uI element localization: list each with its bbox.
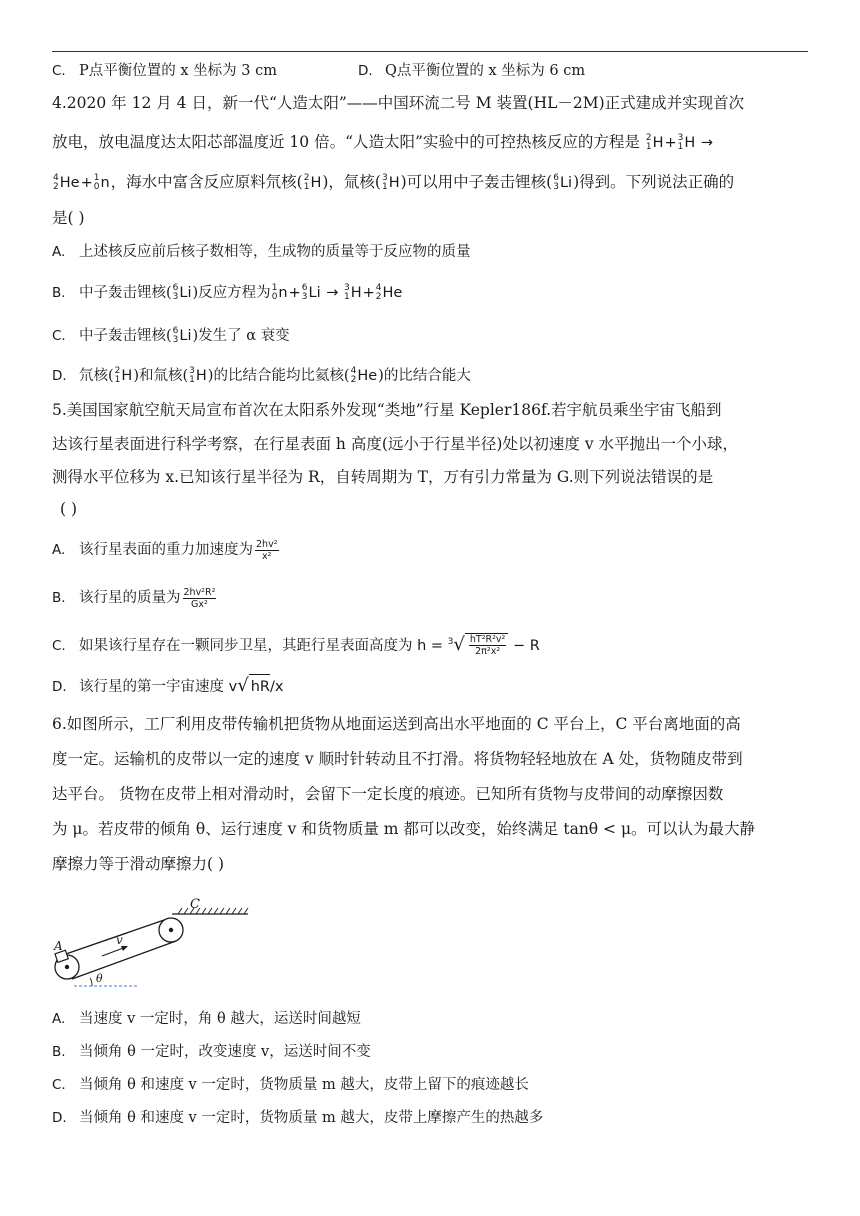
q5-stem-line-3: 测得水平位移为 x.已知该行星半径为 R，自转周期为 T，万有引力常量为 G.则下列说法错误的是 [52,468,714,486]
option-text: 如果该行星存在一颗同步卫星，其距行星表面高度为 [79,637,413,654]
platform-hatching [178,908,248,914]
option-label: C. [52,328,66,344]
nuclide-deuterium: 2 1 H [114,366,133,385]
option-text: 中子轰击锂核( [79,328,172,344]
option-label: A. [52,1011,66,1027]
q4-stem-line-1: 4.2020 年 12 月 4 日，新一代“人造太阳”——中国环流二号 M 装置(HL－2M)正式建成并实现首次 [52,94,745,112]
q5-option-d [52,674,812,699]
option-label: D. [358,63,373,79]
q6-stem-line-5: 摩擦力等于滑动摩擦力( ) [52,855,225,873]
option-text: 该行星的第一宇宙速度 [79,679,224,695]
label-a: A [54,939,63,953]
option-text: 当倾角 θ 一定时，改变速度 v，运送时间不变 [79,1044,371,1060]
label-c: C [190,897,200,912]
nuclide-tritium: 3 1 H [677,133,696,152]
orbit-height-formula: h = $^3$√ $\frac{\text{hT²R²v²}}{\text{2π²x²}}$ − R [417,633,540,658]
nuclide-lithium: 6 3 Li [172,326,192,345]
q6-option-a [52,1007,812,1031]
q4-option-c: C. 中子轰击锂核( 6 3 Li )发生了 α 衰变 [52,324,812,348]
q4-option-b: B. 中子轰击锂核( 6 3 Li )反应方程为 1 0 n + 6 3 Li → 3 1 H + 4 2 He [52,281,812,305]
fusion-equation: 2 1 H + 3 1 H → [645,135,713,151]
nuclide-helium: 4 2 He [53,173,80,192]
q6-stem-line-4: 为 μ。若皮带的倾角 θ、运行速度 v 和货物质量 m 都可以改变，始终满足 tanθ < μ。可以认为最大静 [52,820,756,838]
q5-stem-line-1: 5.美国国家航空航天局宣布首次在太阳系外发现“类地”行星 Kepler186f.若宇航员乘坐宇宙飞船到 [52,401,722,419]
option-label: B. [52,1044,66,1060]
q6-option-c [52,1073,812,1097]
q6-stem-line-1: 6.如图所示，工厂利用皮带传输机把货物从地面运送到高出水平地面的 C 平台上，C 平台离地面的高 [52,715,741,733]
top-rule [52,51,808,52]
option-text: 上述核反应前后核子数相等，生成物的质量等于反应物的质量 [79,244,471,260]
q6-stem-line-3: 达平台。 货物在皮带上相对滑动时，会留下一定长度的痕迹。已知所有货物与皮带间的动摩擦因数 [52,785,724,803]
q3-option-row [52,59,812,83]
q6-option-b [52,1040,812,1064]
fusion-equation-products: 4 2 He + 1 0 n [52,175,111,191]
option-text: 当速度 v 一定时，角 θ 越大，运送时间越短 [79,1011,361,1027]
q5-option-c [52,630,812,658]
nuclide-lithium: 6 3 Li [172,283,192,302]
first-cosmic-velocity-formula: v√ hR/x [229,679,284,695]
option-text: 中子轰击锂核( [79,285,172,301]
q6-option-d [52,1106,812,1130]
q5-option-a [52,538,812,562]
option-text: 该行星的质量为 [79,590,181,606]
q4-option-d: D. 氘核( 2 1 H )和氚核( 3 1 H )的比结合能均比氦核( 4 2 He )的比结合能大 [52,364,812,388]
lithium-reaction-equation: 1 0 n + 6 3 Li → 3 1 H + 4 2 He [271,283,403,302]
q5-stem-line-2: 达该行星表面进行科学考察，在行星表面 h 高度(远小于行星半径)处以初速度 v 水平抛出一个小球， [52,435,739,453]
q6-stem-line-2: 度一定。运输机的皮带以一定的速度 v 顺时针转动且不打滑。将货物轻轻地放在 A 处，货物随皮带到 [52,750,743,768]
nuclide-helium: 4 2 He [350,366,378,385]
q4-stem-line-4: 是( ) [52,209,85,227]
q3-option-d [358,59,585,83]
option-text: 当倾角 θ 和速度 v 一定时，货物质量 m 越大，皮带上摩擦产生的热越多 [79,1110,544,1126]
nuclide-deuterium: 2 1 H [303,173,322,192]
q4-stem-line-3: 4 2 He + 1 0 n ，海水中富含反应原料氘核( 2 1 H )，氚核( 3 1 H )可以用中子轰击锂核( 6 3 Li )得到。下列说法正确的 [52,170,812,195]
nuclide-deuterium: 2 1 H [645,133,664,152]
q4-stem-line-2 [52,130,812,155]
option-text: 当倾角 θ 和速度 v 一定时，货物质量 m 越大，皮带上留下的痕迹越长 [79,1077,529,1093]
q5-option-b [52,586,812,610]
conveyor-figure [46,894,256,994]
nuclide-neutron: 1 0 n [93,173,110,192]
q5-stem-line-4: ( ) [60,500,78,518]
nuclide-lithium: 6 3 Li [553,173,573,192]
option-label: C. [52,637,66,654]
option-label: A. [52,542,66,558]
option-label: D. [52,368,67,384]
option-label: B. [52,285,66,301]
nuclide-tritium: 3 1 H [381,173,400,192]
option-label: D. [52,679,67,695]
fraction: $\frac{\text{2hv²}}{\text{x²}}$ [256,538,278,562]
nuclide-tritium: 3 1 H [189,366,207,385]
label-v: v [116,933,123,947]
option-label: C. [52,1077,66,1093]
option-text: 该行星表面的重力加速度为 [79,542,253,558]
q3-option-d-text: Q点平衡位置的 x 坐标为 6 cm [385,63,586,79]
q4-stem-text: 放电，放电温度达太阳芯部温度近 10 倍。“人造太阳”实验中的可控热核反应的方程是 [52,133,640,151]
q3-option-c-text: P点平衡位置的 x 坐标为 3 cm [79,63,277,79]
option-label: C. [52,63,66,79]
option-label: A. [52,244,66,260]
option-label: B. [52,590,66,606]
q4-option-a [52,240,812,264]
angle-arc [90,978,92,986]
option-label: D. [52,1110,67,1126]
label-theta: θ [96,972,103,985]
fraction: $\frac{\text{2hv²R²}}{\text{Gx²}}$ [183,586,216,610]
